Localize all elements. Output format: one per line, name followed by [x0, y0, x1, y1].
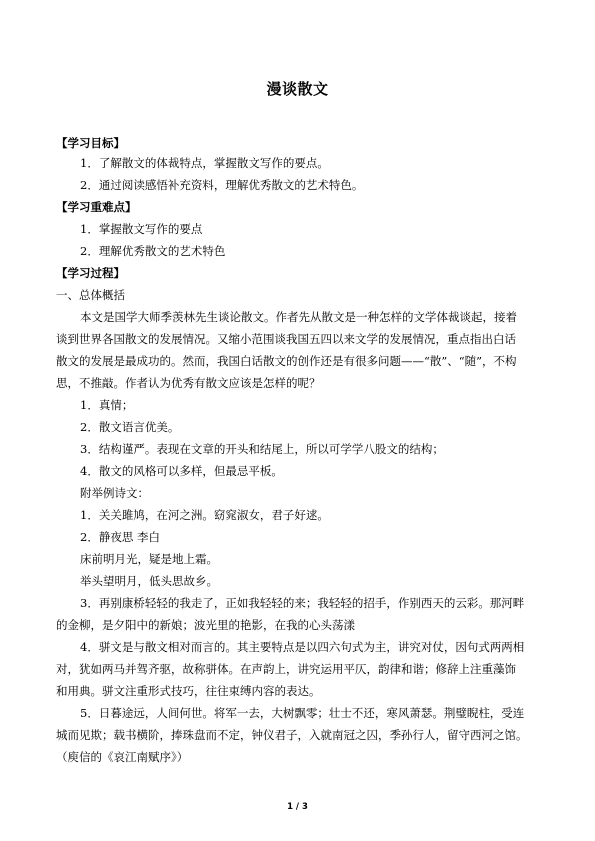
- overview-paragraph-line: 本文是国学大师季羡林先生谈论散文。作者先从散文是一种怎样的文学体裁谈起，接着: [80, 310, 517, 324]
- process-header: 【学习过程】: [56, 266, 125, 280]
- page-number: 1 / 3: [287, 802, 308, 812]
- example-1: 1．关关雎鸠，在河之洲。窈窕淑女，君子好逑。: [80, 508, 329, 522]
- example-5-line: 城而见欺；载书横阶，捧珠盘而不定，钟仪君子，入就南冠之囚，季孙行人，留守西河之馆。: [56, 728, 528, 742]
- overview-heading: 一、总体概括: [56, 288, 125, 302]
- page-title: 漫谈散文: [266, 80, 329, 98]
- goal-item-2: 2．通过阅读感悟补充资料，理解优秀散文的艺术特色。: [80, 178, 364, 192]
- example-2-line-2: 举头望明月，低头思故乡。: [80, 574, 218, 588]
- overview-paragraph-line: 散文的发展是最成功的。然而，我国白话散文的创作还是有很多问题——“散”、“随”，不构: [56, 354, 517, 368]
- goal-item-1: 1．了解散文的体裁特点，掌握散文写作的要点。: [80, 156, 329, 170]
- overview-paragraph-line: 思，不推敲。作者认为优秀有散文应该是怎样的呢？: [56, 376, 321, 390]
- example-3-line: 3．再别康桥轻轻的我走了，正如我轻轻的来；我轻轻的招手，作别西天的云彩。那河畔: [80, 596, 525, 610]
- overview-paragraph-line: 谈到世界各国散文的发展情况。又缩小范围谈我国五四以来文学的发展情况，重点指出白话: [56, 332, 516, 346]
- example-4-line: 对，犹如两马并驾齐驱，故称骈体。在声韵上，讲究运用平仄，韵律和谐；修辞上注重藻饰: [56, 662, 516, 676]
- example-5-line: 5．日暮途远，人间何世。将军一去，大树飘零；壮士不还，寒风萧瑟。荆璧睨柱，受连: [80, 706, 525, 720]
- example-4-line: 4．骈文是与散文相对而言的。其主要特点是以四六句式为主，讲究对仗，因句式两两相: [80, 640, 525, 654]
- goals-header: 【学习目标】: [56, 136, 125, 150]
- key-points-header: 【学习重难点】: [56, 200, 137, 214]
- requirement-item-4: 4．散文的风格可以多样，但最忌平板。: [80, 464, 283, 478]
- example-2-line-1: 床前明月光，疑是地上霜。: [80, 552, 218, 566]
- requirement-item-2: 2．散文语言优美。: [80, 420, 180, 434]
- example-2-title: 2．静夜思 李白: [80, 530, 160, 544]
- requirement-item-1: 1．真情；: [80, 398, 134, 412]
- example-5-line: （庾信的《哀江南赋序》）: [56, 750, 189, 764]
- key-point-item-2: 2．理解优秀散文的艺术特色: [80, 244, 226, 258]
- example-4-line: 和用典。骈文注重形式技巧，往往束缚内容的表达。: [56, 684, 321, 698]
- examples-label: 附举例诗文：: [80, 486, 149, 500]
- requirement-item-3: 3．结构谨严。表现在文章的开头和结尾上，所以可学学八股文的结构；: [80, 442, 444, 456]
- key-point-item-1: 1．掌握散文写作的要点: [80, 222, 203, 236]
- example-3-line: 的金柳，是夕阳中的新娘；波光里的艳影，在我的心头荡漾: [56, 618, 355, 632]
